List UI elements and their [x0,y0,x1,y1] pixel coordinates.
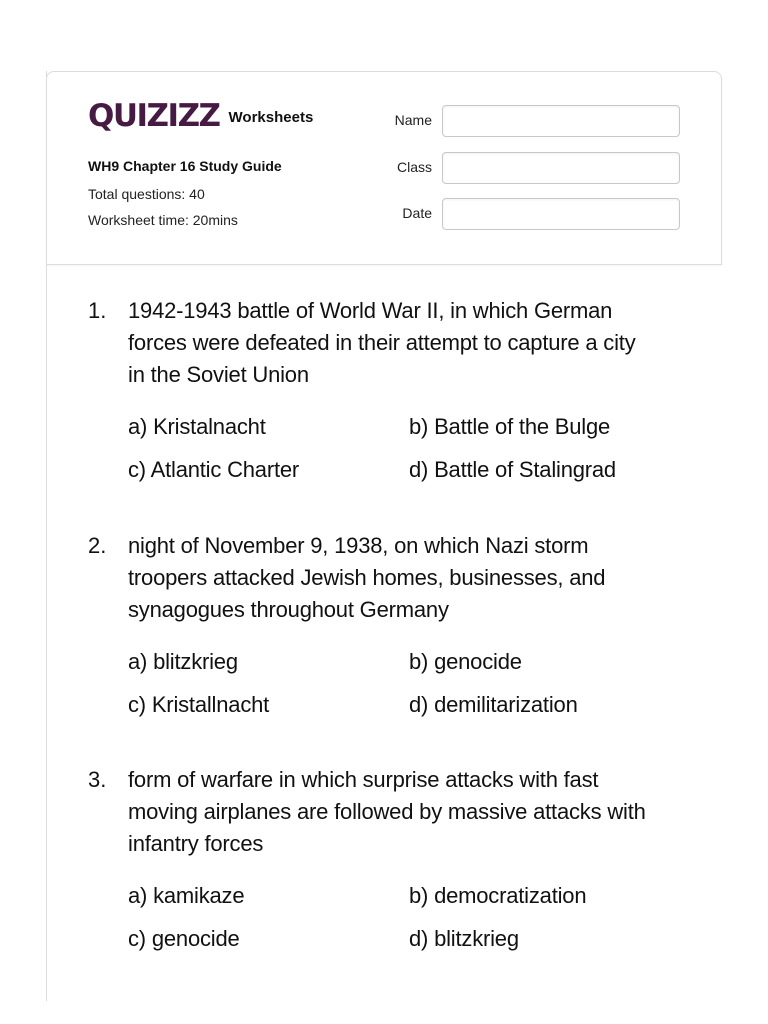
date-field[interactable] [442,198,680,230]
option-a: a) blitzkrieg [128,649,238,674]
option-a: a) kamikaze [128,883,245,908]
logo-subtitle: Worksheets [228,109,314,126]
question-text [128,530,688,626]
question-line: 1942-1943 battle of World War II, in which German [128,298,613,323]
quizizz-logo [88,98,314,134]
question-number: 1. [88,298,107,323]
question-line: form of warfare in which surprise attacks with fast [128,767,599,792]
option-c: c) Atlantic Charter [128,457,300,482]
class-field[interactable] [442,152,680,184]
class-label: Class [396,159,432,175]
option-b: b) genocide [409,649,522,674]
option-c: c) genocide [128,926,240,951]
question-line: troopers attacked Jewish homes, businesses, and [128,565,606,590]
question-text [128,295,688,391]
question-number: 2. [88,533,107,558]
date-label: Date [402,205,432,221]
worksheet-title: WH9 Chapter 16 Study Guide [88,158,282,174]
question-line: in the Soviet Union [128,362,309,387]
question-line: night of November 9, 1938, on which Nazi storm [128,533,589,558]
name-label: Name [394,112,432,128]
option-d: d) blitzkrieg [409,926,519,951]
option-b: b) Battle of the Bulge [409,414,611,439]
question-number: 3. [88,767,107,792]
logo-wordmark: QUIZIZZ [88,98,220,134]
question-line: synagogues throughout Germany [128,597,449,622]
worksheet-header [46,71,722,265]
total-questions: Total questions: 40 [88,186,205,202]
name-field[interactable] [442,105,680,137]
option-a: a) Kristalnacht [128,414,266,439]
option-d: d) Battle of Stalingrad [409,457,616,482]
question-line: infantry forces [128,831,264,856]
question-line: forces were defeated in their attempt to capture a city [128,330,636,355]
option-b: b) democratization [409,883,587,908]
option-c: c) Kristallnacht [128,692,270,717]
question-text [128,764,688,860]
option-d: d) demilitarization [409,692,578,717]
worksheet-time: Worksheet time: 20mins [88,212,238,228]
question-line: moving airplanes are followed by massive attacks with [128,799,646,824]
